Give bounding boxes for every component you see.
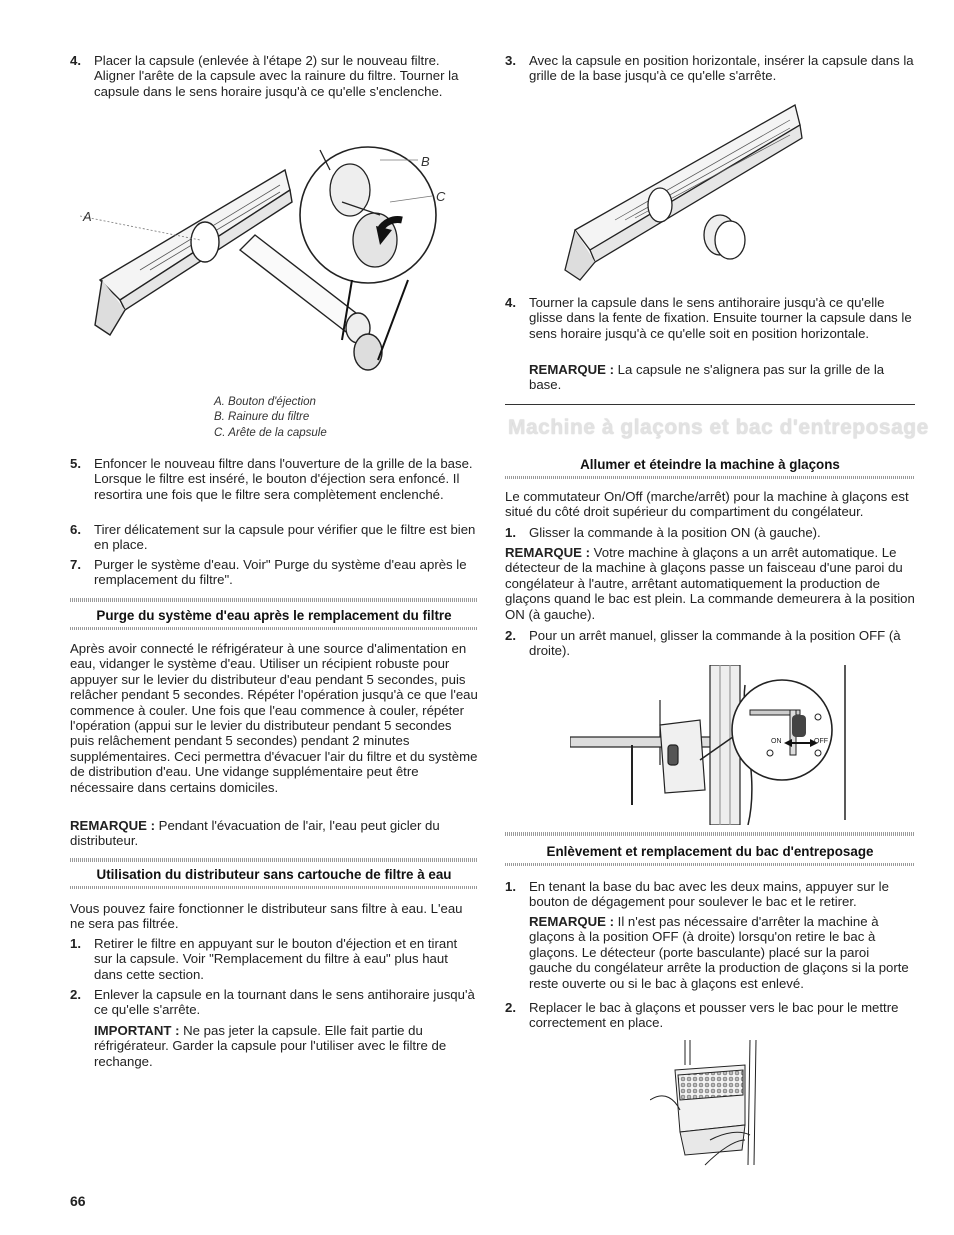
step-number: 2. bbox=[70, 987, 81, 1002]
important-label: IMPORTANT : bbox=[94, 1023, 180, 1038]
note-text: La capsule ne s'alignera pas sur la grille de la base. bbox=[529, 362, 885, 393]
rule-nofilter-bottom bbox=[70, 886, 478, 889]
step-number: 7. bbox=[70, 557, 81, 572]
nofilter-important bbox=[94, 1023, 478, 1069]
bin-step-2 bbox=[505, 1000, 915, 1031]
step-number: 2. bbox=[505, 628, 516, 643]
step-text: Glisser la commande à la position ON (à gauche). bbox=[529, 525, 821, 540]
icemaker-step-1 bbox=[505, 525, 915, 540]
bin-note bbox=[529, 914, 915, 991]
step-text: Pour un arrêt manuel, glisser la commande à la position OFF (à droite). bbox=[529, 628, 901, 659]
step-text: Retirer le filtre en appuyant sur le bouton d'éjection et en tirant sur la capsule. Voir "Remplacement du filtre à eau" plus haut dans cette section. bbox=[94, 936, 458, 982]
note-text: Votre machine à glaçons a un arrêt automatique. Le détecteur de la machine à glaçons passe un faisceau d'une paroi du congélateur à l'autre, arrêtant automatiquement la production de glaçons quand le bac est plein. La commande demeurera à la position ON (à gauche). bbox=[505, 545, 915, 622]
step-number: 5. bbox=[70, 456, 81, 471]
icemaker-note bbox=[505, 545, 915, 622]
step-text: Purger le système d'eau. Voir" Purge du système d'eau après le remplacement du filtre". bbox=[94, 557, 467, 588]
rule-bin-bottom bbox=[505, 863, 915, 866]
icemaker-switch-figure bbox=[570, 665, 860, 825]
purge-note bbox=[70, 818, 478, 849]
figure-label-b: B bbox=[421, 154, 430, 169]
figure-caption-c: C. Arête de la capsule bbox=[214, 427, 327, 439]
rule-purge-top bbox=[70, 598, 478, 602]
right-step-4-note bbox=[529, 362, 915, 393]
step-number: 6. bbox=[70, 522, 81, 537]
bin-step-1 bbox=[505, 879, 915, 910]
left-step-6 bbox=[70, 522, 478, 553]
section-title: Machine à glaçons et bac d'entreposage bbox=[508, 416, 929, 439]
step-text: En tenant la base du bac avec les deux mains, appuyer sur le bouton de dégagement pour soulever le bac et le retirer. bbox=[529, 879, 889, 910]
step-number: 2. bbox=[505, 1000, 516, 1015]
note-label: REMARQUE : bbox=[70, 818, 155, 833]
right-step-3 bbox=[505, 53, 915, 84]
rule-bin-top bbox=[505, 832, 915, 836]
rule-nofilter-top bbox=[70, 858, 478, 862]
figure-caption-b: B. Rainure du filtre bbox=[214, 411, 310, 423]
rule-purge-bottom bbox=[70, 627, 478, 630]
icemaker-heading: Allumer et éteindre la machine à glaçons bbox=[580, 457, 840, 472]
purge-body: Après avoir connecté le réfrigérateur à une source d'alimentation en eau, vidanger le système d'eau. Utiliser un récipient robuste pour appuyer sur le levier du distributeur d'eau pendant 5 secondes, puis relâcher pendant 5 secondes. Répéter l'opération jusqu'à ce que l'eau commence à couler. Une fois que l'eau commence à couler, répéter l'opération (appui sur le levier du distributeur pendant 5 secondes puis relâchement pendant 5 secondes) pendant 2 minutes supplémentaires. Ceci permettra d'évacuer l'air du filtre et du système de distribution d'eau. Une vidange supplémentaire peut être nécessaire dans certains domiciles. bbox=[70, 641, 478, 795]
bin-heading: Enlèvement et remplacement du bac d'entreposage bbox=[546, 844, 874, 859]
note-label: REMARQUE : bbox=[529, 914, 614, 929]
nofilter-step-2 bbox=[70, 987, 478, 1018]
section-divider bbox=[505, 404, 915, 405]
step-number: 1. bbox=[70, 936, 81, 951]
nofilter-heading: Utilisation du distributeur sans cartouche de filtre à eau bbox=[96, 867, 452, 882]
figure-label-c: C bbox=[436, 189, 446, 204]
note-label: REMARQUE : bbox=[505, 545, 590, 560]
step-number: 1. bbox=[505, 525, 516, 540]
nofilter-step-1 bbox=[70, 936, 478, 982]
purge-heading: Purge du système d'eau après le remplacement du filtre bbox=[96, 608, 452, 623]
step-number: 4. bbox=[70, 53, 81, 68]
ice-bin-figure bbox=[650, 1040, 770, 1170]
step-number: 1. bbox=[505, 879, 516, 894]
filter-capsule-figure bbox=[80, 130, 480, 395]
note-label: REMARQUE : bbox=[529, 362, 614, 377]
figure-label-a: A bbox=[83, 209, 92, 224]
nofilter-intro: Vous pouvez faire fonctionner le distributeur sans filtre à eau. L'eau ne sera pas filtrée. bbox=[70, 901, 463, 932]
note-text: Pendant l'évacuation de l'air, l'eau peut gicler du distributeur. bbox=[70, 818, 440, 849]
step-text: Enfoncer le nouveau filtre dans l'ouverture de la grille de la base. Lorsque le filtre est inséré, le bouton d'éjection sera enfoncé. Il resortira une fois que le filtre sera complètement enclenché. bbox=[94, 456, 473, 502]
right-step-4 bbox=[505, 295, 915, 341]
left-step-4 bbox=[70, 53, 478, 99]
capsule-insert-figure bbox=[555, 90, 815, 285]
icemaker-intro: Le commutateur On/Off (marche/arrêt) pour la machine à glaçons est situé du côté droit supérieur du compartiment du congélateur. bbox=[505, 489, 909, 520]
step-text: Placer la capsule (enlevée à l'étape 2) sur le nouveau filtre. Aligner l'arête de la capsule avec la rainure du filtre. Tourner la capsule dans le sens horaire jusqu'à ce qu'elle s'enclenche. bbox=[94, 53, 459, 99]
icemaker-step-2 bbox=[505, 628, 915, 659]
left-step-7 bbox=[70, 557, 478, 588]
page-number: 66 bbox=[70, 1193, 86, 1209]
note-text: Il n'est pas nécessaire d'arrêter la machine à glaçons à la position OFF (à droite) lorsqu'on retire le bac à glaçons. Le détecteur (porte basculante) placé sur la paroi gauche du congélateur arrête la production de glaçons si la porte reste ouverte ou si le bac à glaçons est enlevé. bbox=[529, 914, 909, 991]
left-step-5 bbox=[70, 456, 478, 502]
step-text: Tirer délicatement sur la capsule pour vérifier que le filtre est bien en place. bbox=[94, 522, 476, 553]
step-number: 3. bbox=[505, 53, 516, 68]
step-number: 4. bbox=[505, 295, 516, 310]
switch-off-label: OFF bbox=[814, 738, 828, 745]
step-text: Tourner la capsule dans le sens antihoraire jusqu'à ce qu'elle glisse dans la fente de fixation. Ensuite tourner la capsule dans le sens horaire jusqu'à ce qu'elle soit en position horizontale. bbox=[529, 295, 912, 341]
switch-on-label: ON bbox=[771, 738, 782, 745]
step-text: Replacer le bac à glaçons et pousser vers le bac pour le mettre correctement en place. bbox=[529, 1000, 899, 1031]
step-text: Avec la capsule en position horizontale, insérer la capsule dans la grille de la base jusqu'à ce qu'elle s'arrête. bbox=[529, 53, 914, 84]
figure-caption-a: A. Bouton d'éjection bbox=[214, 396, 316, 408]
important-text: Ne pas jeter la capsule. Elle fait partie du réfrigérateur. Garder la capsule pour l'utiliser avec le filtre de rechange. bbox=[94, 1023, 447, 1069]
rule-icemaker-bottom bbox=[505, 476, 915, 479]
step-text: Enlever la capsule en la tournant dans le sens antihoraire jusqu'à ce qu'elle s'arrête. bbox=[94, 987, 475, 1018]
